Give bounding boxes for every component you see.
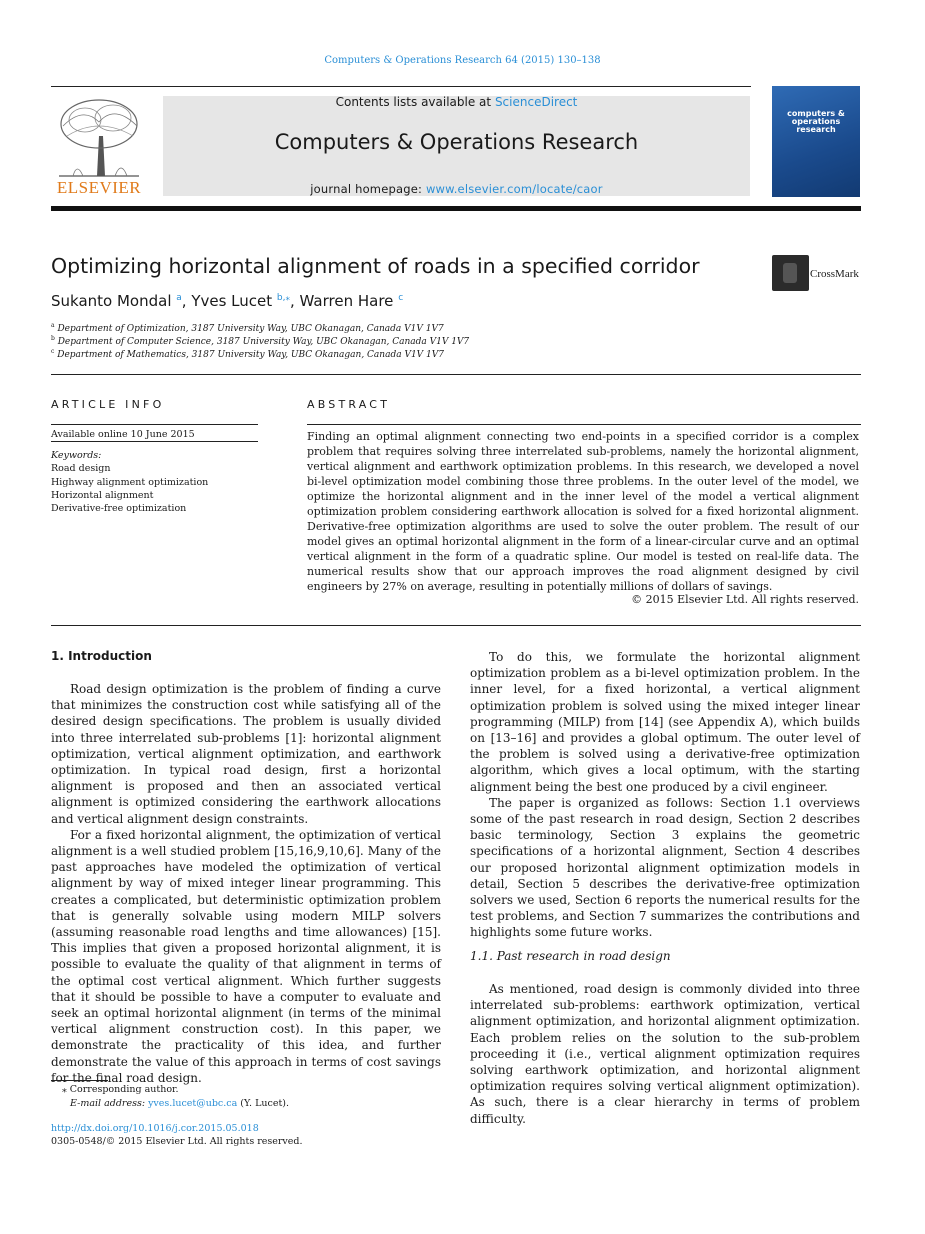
cover-title: computers & operations research	[787, 109, 845, 134]
header-thick-rule	[51, 206, 861, 211]
homepage-prefix: journal homepage:	[310, 182, 426, 196]
contents-line	[163, 95, 750, 109]
article-title: Optimizing horizontal alignment of roads in a specified corridor	[51, 254, 700, 278]
journal-cover	[772, 86, 860, 197]
author-list: Sukanto Mondal $^a$, Yves Lucet $^{b,⁎}$, Warren Hare $^c$	[51, 292, 404, 310]
author-sup[interactable]: c	[398, 293, 404, 303]
header-rule	[51, 86, 751, 87]
footnote-rule	[51, 1080, 108, 1081]
abstract-heading: ABSTRACT	[307, 398, 391, 411]
crossmark-label[interactable]: CrossMark	[810, 268, 859, 280]
affiliation: $^b$ Department of Computer Science, 3187 University Way, UBC Okanagan, Canada V1V 1V7	[51, 335, 470, 347]
elsevier-wordmark: ELSEVIER	[56, 178, 142, 197]
author-name: Warren Hare	[299, 292, 394, 310]
paragraph: For a fixed horizontal alignment, the optimization of vertical alignment is a well studied problem [15,16,9,10,6]. Many of the past approaches have modeled the optimization of vertical alignment by way of mixed integer linear programming. This creates a complicated, but deterministic optimization problem that is generally solvable using modern MILP solvers (assuming reasonable road lengths and time allowances) [15]. This implies that given a proposed horizontal alignment, it is possible to evaluate the quality of that alignment in terms of the optimal cost vertical alignment. Which further suggests that it should be possible to have a computer to evaluate and seek an optimal horizontal alignment (in terms of the minimal vertical alignment construction cost). In this paper, we demonstrate the practicality of this idea, and further demonstrate the value of this approach in terms of cost savings for the final road design.	[51, 827, 441, 1085]
author-name: Yves Lucet	[191, 292, 273, 310]
right-column-lower	[470, 981, 860, 1127]
corresponding-author: ⁎ Corresponding author.	[62, 1084, 179, 1095]
author-sup[interactable]: b,⁎	[276, 293, 290, 303]
abstract-text: Finding an optimal alignment connecting two end-points in a specified corridor is a complex problem that requires solving three interrelated sub-problems, namely the horizontal alignment, vertical alignment and earthwork optimization problems. In this research, we developed a novel bi-level optimization model combining those three problems. In the outer level of the model, we optimize the horizontal alignment and in the inner level of the model a vertical alignment optimization problem considering earthwork allocation is solved for a fixed horizontal alignment. Derivative-free optimization algorithms are used to solve the outer problem. The result of our model gives an optimal horizontal alignment in the form of a linear-circular curve and an optimal vertical alignment in the form of a quadratic spline. Our model is tested on real-life data. The numerical results show that our approach improves the road alignment designed by civil engineers by 27% on average, resulting in potentially millions of dollars of savings.	[307, 430, 859, 593]
author-name: Sukanto Mondal	[51, 292, 172, 310]
subsection-heading: 1.1. Past research in road design	[470, 949, 671, 963]
homepage-line	[163, 182, 750, 196]
keywords-label: Keywords:	[51, 450, 102, 461]
available-online: Available online 10 June 2015	[51, 429, 195, 440]
affiliation: $^c$ Department of Mathematics, 3187 University Way, UBC Okanagan, Canada V1V 1V7	[51, 348, 444, 360]
contents-prefix: Contents lists available at	[335, 95, 495, 109]
affiliation: $^a$ Department of Optimization, 3187 University Way, UBC Okanagan, Canada V1V 1V7	[51, 322, 444, 334]
section-heading: 1. Introduction	[51, 649, 152, 663]
keyword: Highway alignment optimization	[51, 477, 209, 488]
keyword: Derivative-free optimization	[51, 503, 187, 514]
divider	[51, 424, 258, 425]
sciencedirect-link[interactable]: ScienceDirect	[494, 95, 578, 109]
keyword: Horizontal alignment	[51, 490, 154, 501]
keyword: Road design	[51, 463, 111, 474]
doi-link[interactable]: http://dx.doi.org/10.1016/j.cor.2015.05.018	[51, 1123, 259, 1134]
right-column	[470, 649, 860, 941]
journal-name: Computers & Operations Research	[274, 130, 639, 154]
article-info-heading: ARTICLE INFO	[51, 398, 165, 411]
abstract-copyright: © 2015 Elsevier Ltd. All rights reserved.	[631, 593, 859, 606]
paragraph: Road design optimization is the problem of finding a curve that minimizes the construction cost while satisfying all of the desired design specifications. The problem is usually divided into three interrelated sub-problems [1]: horizontal alignment optimization, vertical alignment optimization, and earthwork optimization. In typical road design, first a horizontal alignment is proposed and then an associated vertical alignment is optimized considering the earthwork allocations and vertical alignment design constraints.	[51, 682, 441, 826]
issn-line: 0305-0548/© 2015 Elsevier Ltd. All rights reserved.	[51, 1136, 303, 1147]
elsevier-tree-logo	[53, 96, 145, 178]
email-link[interactable]: yves.lucet@ubc.ca	[148, 1098, 238, 1109]
divider	[51, 441, 258, 442]
paragraph: The paper is organized as follows: Section 1.1 overviews some of the past research in road design, Section 2 describes basic terminology, Section 3 explains the geometric specifications of a horizontal alignment, Section 4 describes our proposed horizontal alignment optimization models in detail, Section 5 describes the derivative-free optimization solvers we used, Section 6 reports the numerical results for the test problems, and Section 7 summarizes the contributions and highlights some future works.	[470, 795, 860, 940]
divider	[307, 424, 861, 425]
crossmark-icon-inner	[783, 263, 797, 283]
left-column	[51, 681, 441, 1086]
author-sup[interactable]: a	[176, 293, 182, 303]
paragraph: As mentioned, road design is commonly divided into three interrelated sub-problems: earthwork optimization, vertical alignment optimization, and horizontal alignment optimization. Each problem relies on the solution to the sub-problem proceeding it (i.e., vertical alignment optimization requires solving earthwork optimization, and horizontal alignment optimization requires solving vertical alignment optimization). As such, there is a clear hierarchy in terms of problem difficulty.	[470, 982, 860, 1126]
divider	[51, 625, 861, 626]
journal-reference[interactable]: Computers & Operations Research 64 (2015) 130–138	[324, 55, 601, 66]
email-line: E-mail address: yves.lucet@ubc.ca (Y. Lucet).	[70, 1098, 289, 1109]
paragraph: To do this, we formulate the horizontal alignment optimization problem as a bi-level optimization problem. In the inner level, for a fixed horizontal, a vertical alignment optimization problem is solved using the mixed integer linear programming (MILP) from [14] (see Appendix A), which builds on [13–16] and provides a global optimum. The outer level of the problem is solved using a derivative-free optimization algorithm, which gives a local optimum, with the starting alignment being the best one produced by a civil engineer.	[470, 650, 860, 794]
divider	[51, 374, 861, 375]
homepage-link[interactable]: www.elsevier.com/locate/caor	[425, 182, 603, 196]
